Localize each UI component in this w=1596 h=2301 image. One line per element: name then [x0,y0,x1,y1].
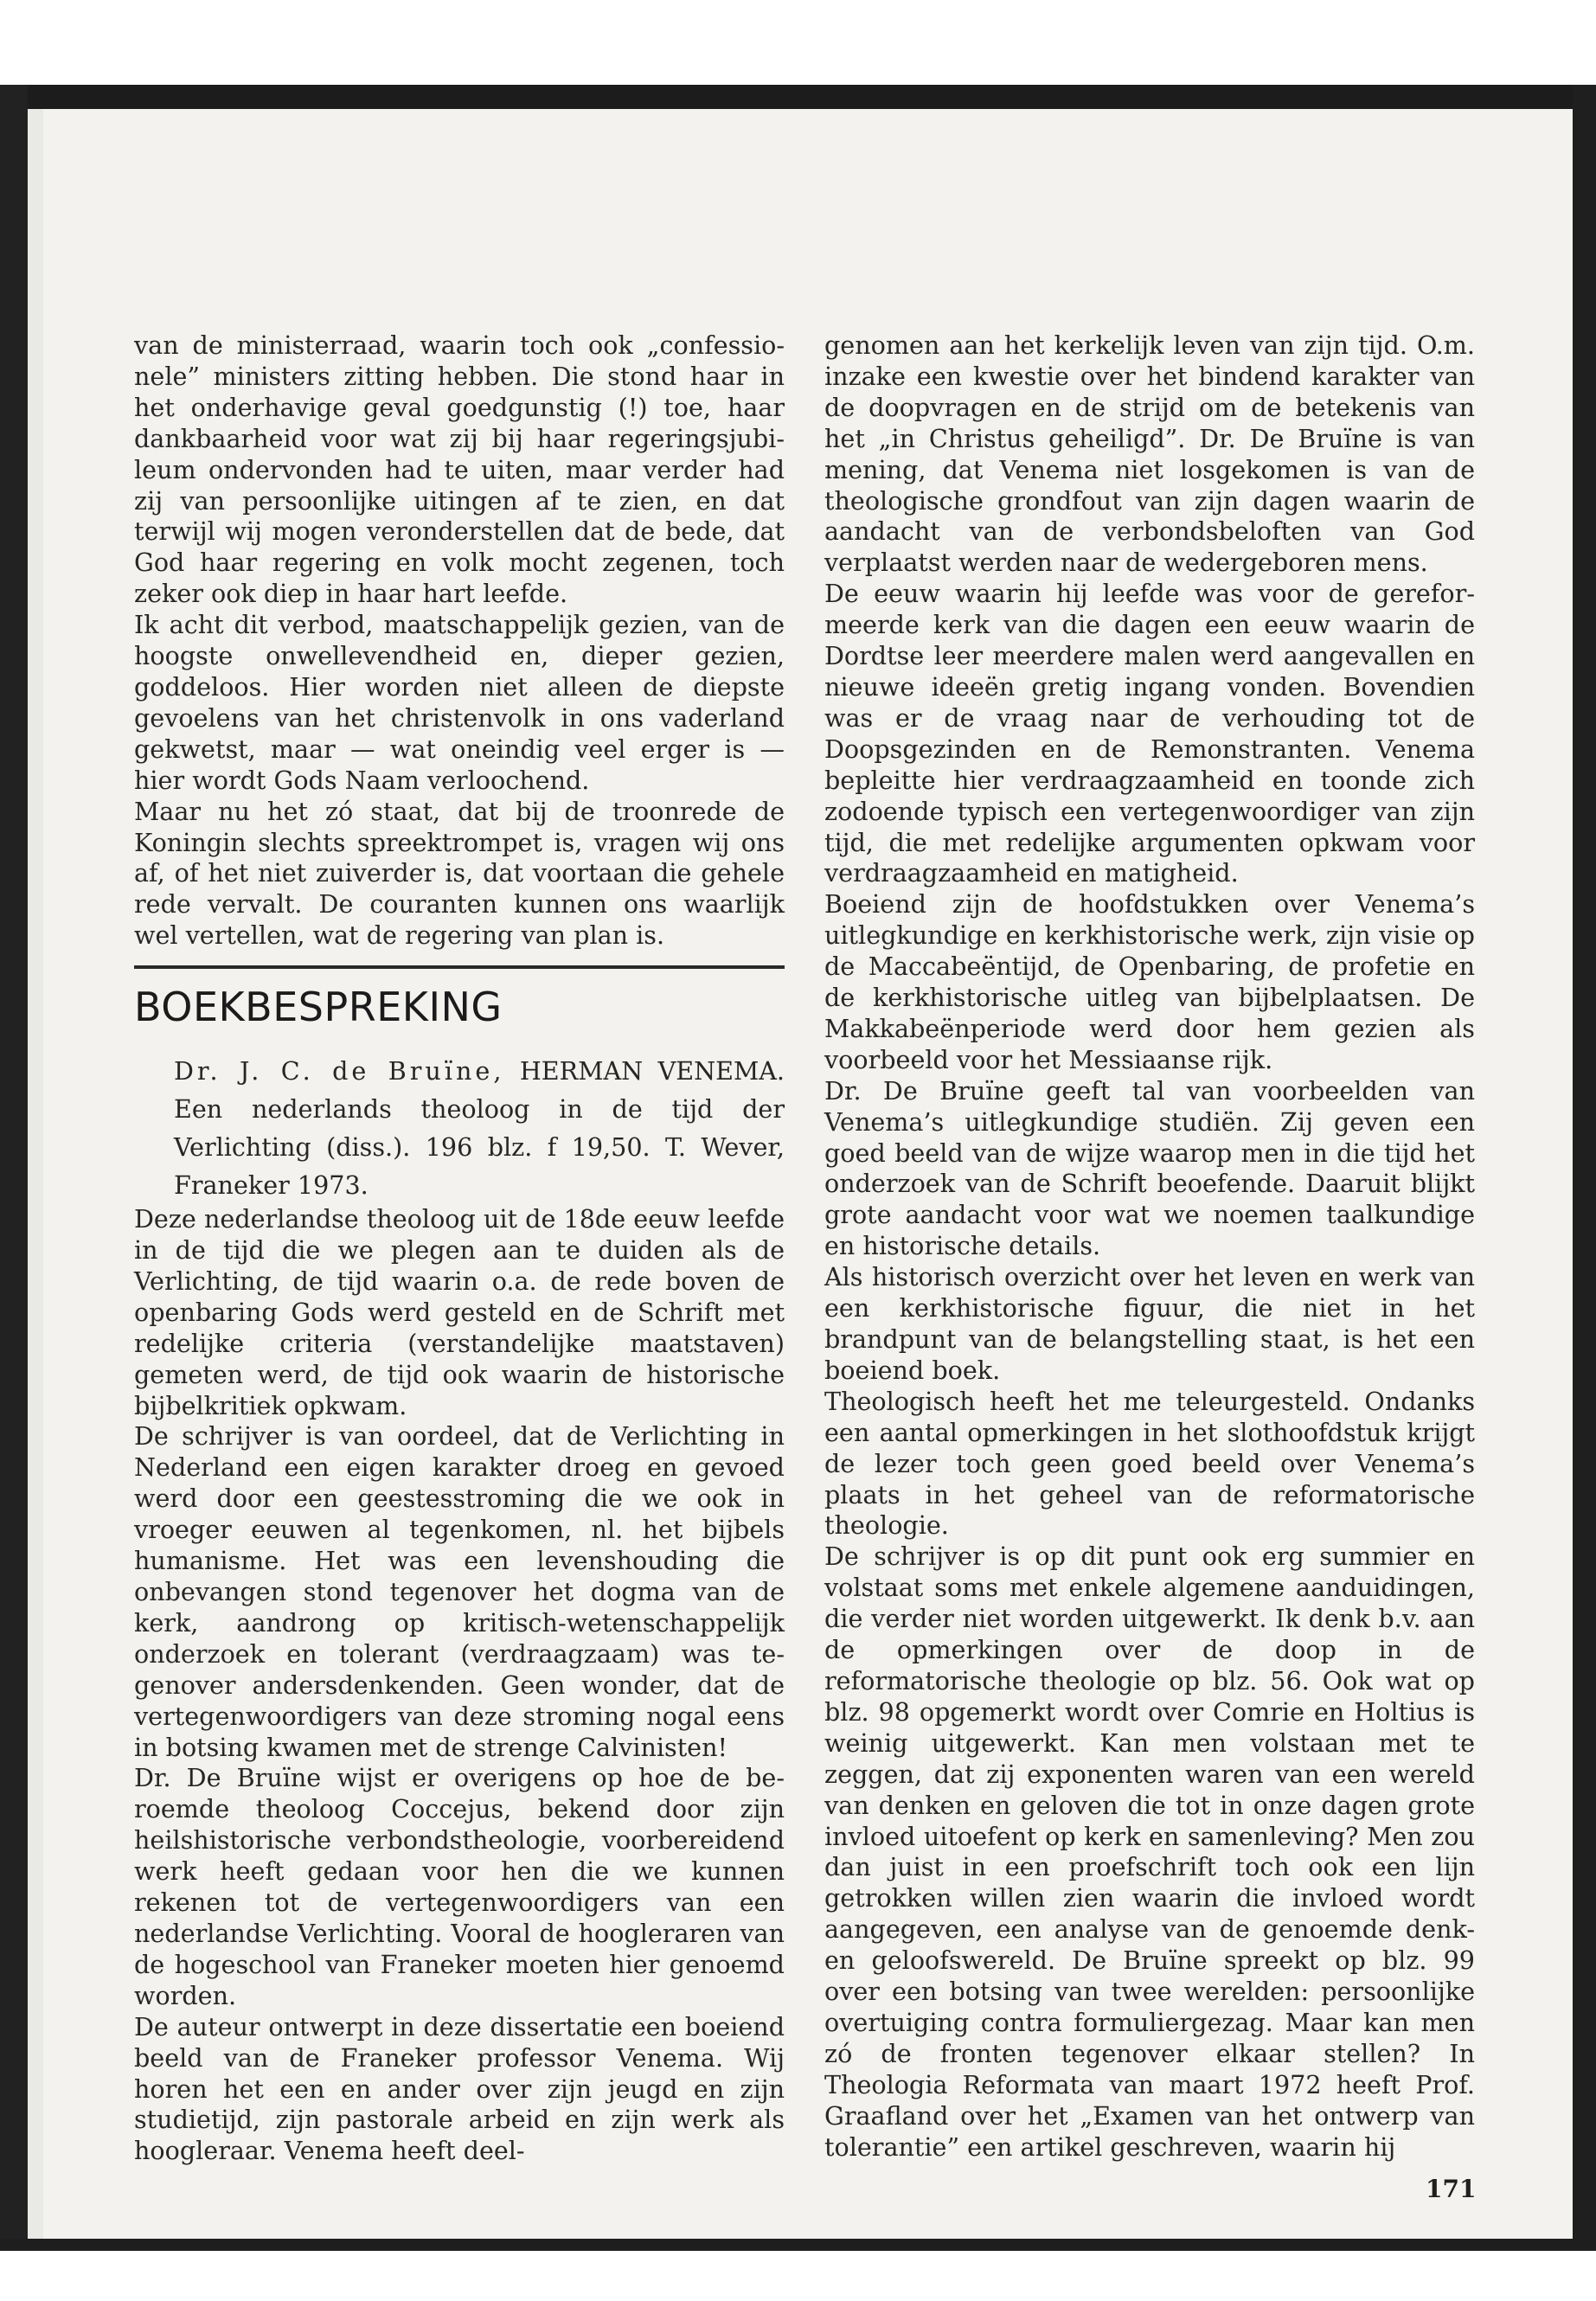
page-number: 171 [1426,2175,1477,2203]
paragraph: Theologisch heeft het me teleurgesteld. Ondanks een aantal opmerkingen in het slothoofdstuk krijgt de lezer toch geen goed beeld over Venema’s plaats in het geheel van de reformatorische theologie. [824,1386,1475,1541]
scan-binding-edge [28,109,43,2246]
paragraph: Dr. De Bruïne geeft tal van voorbeelden van Venema’s uitlegkundige studiën. Zij geven een goed beeld van de wijze waarop men in die tijd het onderzoek van de Schrift beoefende. Daaruit blijkt grote aandacht voor wat we noemen taalkundige en historische details. [824,1075,1475,1261]
section-divider [134,965,785,969]
right-column [824,330,1475,2163]
paragraph: Ik acht dit verbod, maatschappelijk gezien, van de hoogste onwellevendheid en, dieper gezien, goddeloos. Hier worden niet alleen de diepste gevoelens van het christenvolk in ons vaderland gekwetst, maar — wat oneindig veel erger is — hier wordt Gods Naam verloochend. [134,610,785,795]
paragraph: De eeuw waarin hij leefde was voor de gereformeerde kerk van die dagen een eeuw waarin de Dordtse leer meerdere malen werd aangevallen en nieuwe ideeën gretig ingang vonden. Bovendien was er de vraag naar de verhouding tot de Doopsgezinden en de Remonstranten. Venema bepleitte hier verdraagzaamheid en toonde zich zodoende typisch een vertegenwoordiger van zijn tijd, die met redelijke argumenten opkwam voor verdraagzaamheid en matigheid. [824,579,1475,888]
paragraph: De schrijver is op dit punt ook erg summier en volstaat soms met enkele algemene aanduidingen, die verder niet worden uitgewerkt. Ik denk b.v. aan de opmerkingen over de doop in de reformatorische theologie op blz. 56. Ook wat op blz. 98 opgemerkt wordt over Comrie en Holtius is weinig uitgewerkt. Kan men volstaan met te zeggen, dat zij exponenten waren van een wereld van denken en geloven die tot in onze dagen grote invloed uitoefent op kerk en samenleving? Men zou dan juist in een proefschrift toch ook een lijn getrokken willen zien waarin die invloed wordt aangegeven, een analyse van de genoemde denk- en geloofswereld. De Bruïne spreekt op blz. 99 over een botsing van twee werelden: persoonlijke overtuiging contra formuliergezag. Maar kan men zó de fronten tegenover elkaar stellen? In Theologia Reformata van maart 1972 heeft Prof. Graafland over het „Examen van het ontwerp van tolerantie” een artikel geschreven, waarin hij [824,1541,1475,2162]
book-title: HERMAN VENEMA. Een nederlands theoloog in de tijd der Verlichting (diss.). 196 blz. f 19,50. T. Wever, Franeker 1973. [174,1056,785,1201]
paragraph: van de ministerraad, waarin toch ook „confessionele” ministers zitting hebben. Die stond haar in het onderhavige geval goedgunstig (!) toe, haar dankbaarheid voor wat zij bij haar regeringsjubileum ondervonden had te uiten, maar verder had zij van persoonlijke uitingen af te zien, en dat terwijl wij mogen veronderstellen dat de bede, dat God haar regering en volk mocht zegenen, toch zeker ook diep in haar hart leefde. [134,330,785,609]
paragraph: Maar nu het zó staat, dat bij de troonrede de Koningin slechts spreektrompet is, vragen wij ons af, of het niet zuiverder is, dat voortaan die gehele rede vervalt. De couranten kunnen ons waarlijk wel vertellen, wat de regering van plan is. [134,796,785,951]
scan-border-left [0,85,28,2247]
paragraph: Dr. De Bruïne wijst er overigens op hoe de beroemde theoloog Coccejus, bekend door zijn heilshistorische verbondstheologie, voorbereidend werk heeft gedaan voor hen die we kunnen rekenen tot de vertegenwoordigers van een nederlandse Verlichting. Vooral de hoogleraren van de hogeschool van Franeker moeten hier genoemd worden. [134,1763,785,2010]
paragraph: Deze nederlandse theoloog uit de 18de eeuw leefde in de tijd die we plegen aan te duiden als de Verlichting, de tijd waarin o.a. de rede boven de openbaring Gods werd gesteld en de Schrift met redelijke criteria (verstandelijke maatstaven) gemeten werd, de tijd ook waarin de historische bijbelkritiek opkwam. [134,1204,785,1420]
paragraph: De schrijver is van oordeel, dat de Verlichting in Nederland een eigen karakter droeg en gevoed werd door een geestesstroming die we ook in vroeger eeuwen al tegenkomen, nl. het bijbels humanisme. Het was een levenshouding die onbevangen stond tegenover het dogma van de kerk, aandrong op kritisch-wetenschappelijk onderzoek en tolerant (verdraagzaam) was tegenover andersdenkenden. Geen wonder, dat de vertegenwoordigers van deze stroming nogal eens in botsing kwamen met de strenge Calvinisten! [134,1421,785,1762]
scan-border-top [0,85,1596,109]
paragraph: genomen aan het kerkelijk leven van zijn tijd. O.m. inzake een kwestie over het bindend karakter van de doopvragen en de strijd om de betekenis van het „in Christus geheiligd”. Dr. De Bruïne is van mening, dat Venema niet losgekomen is van de theologische grondfout van zijn dagen waarin de aandacht van de verbondsbeloften van God verplaatst werden naar de wedergeboren mens. [824,330,1475,578]
book-author: Dr. J. C. de Bruïne, [174,1056,505,1086]
paragraph: De auteur ontwerpt in deze dissertatie een boeiend beeld van de Franeker professor Venema. Wij horen het een en ander over zijn jeugd en zijn studietijd, zijn pastorale arbeid en zijn werk als hoogleraar. Venema heeft deel- [134,2011,785,2166]
document-page [43,109,1573,2239]
paragraph: Boeiend zijn de hoofdstukken over Venema’s uitlegkundige en kerkhistorische werk, zijn visie op de Maccabeëntijd, de Openbaring, de profetie en de kerkhistorische uitleg van bijbelplaatsen. De Makkabeënperiode werd door hem gezien als voorbeeld voor het Messiaanse rijk. [824,889,1475,1074]
scan-border-bottom [0,2239,1596,2251]
paragraph: Als historisch overzicht over het leven en werk van een kerkhistorische figuur, die niet in het brandpunt van de belangstelling staat, is het een boeiend boek. [824,1262,1475,1385]
scan-border-right [1573,85,1596,2247]
book-reference [134,1052,785,1204]
section-heading: BOEKBESPREKING [134,984,503,1031]
left-column [134,330,785,2167]
